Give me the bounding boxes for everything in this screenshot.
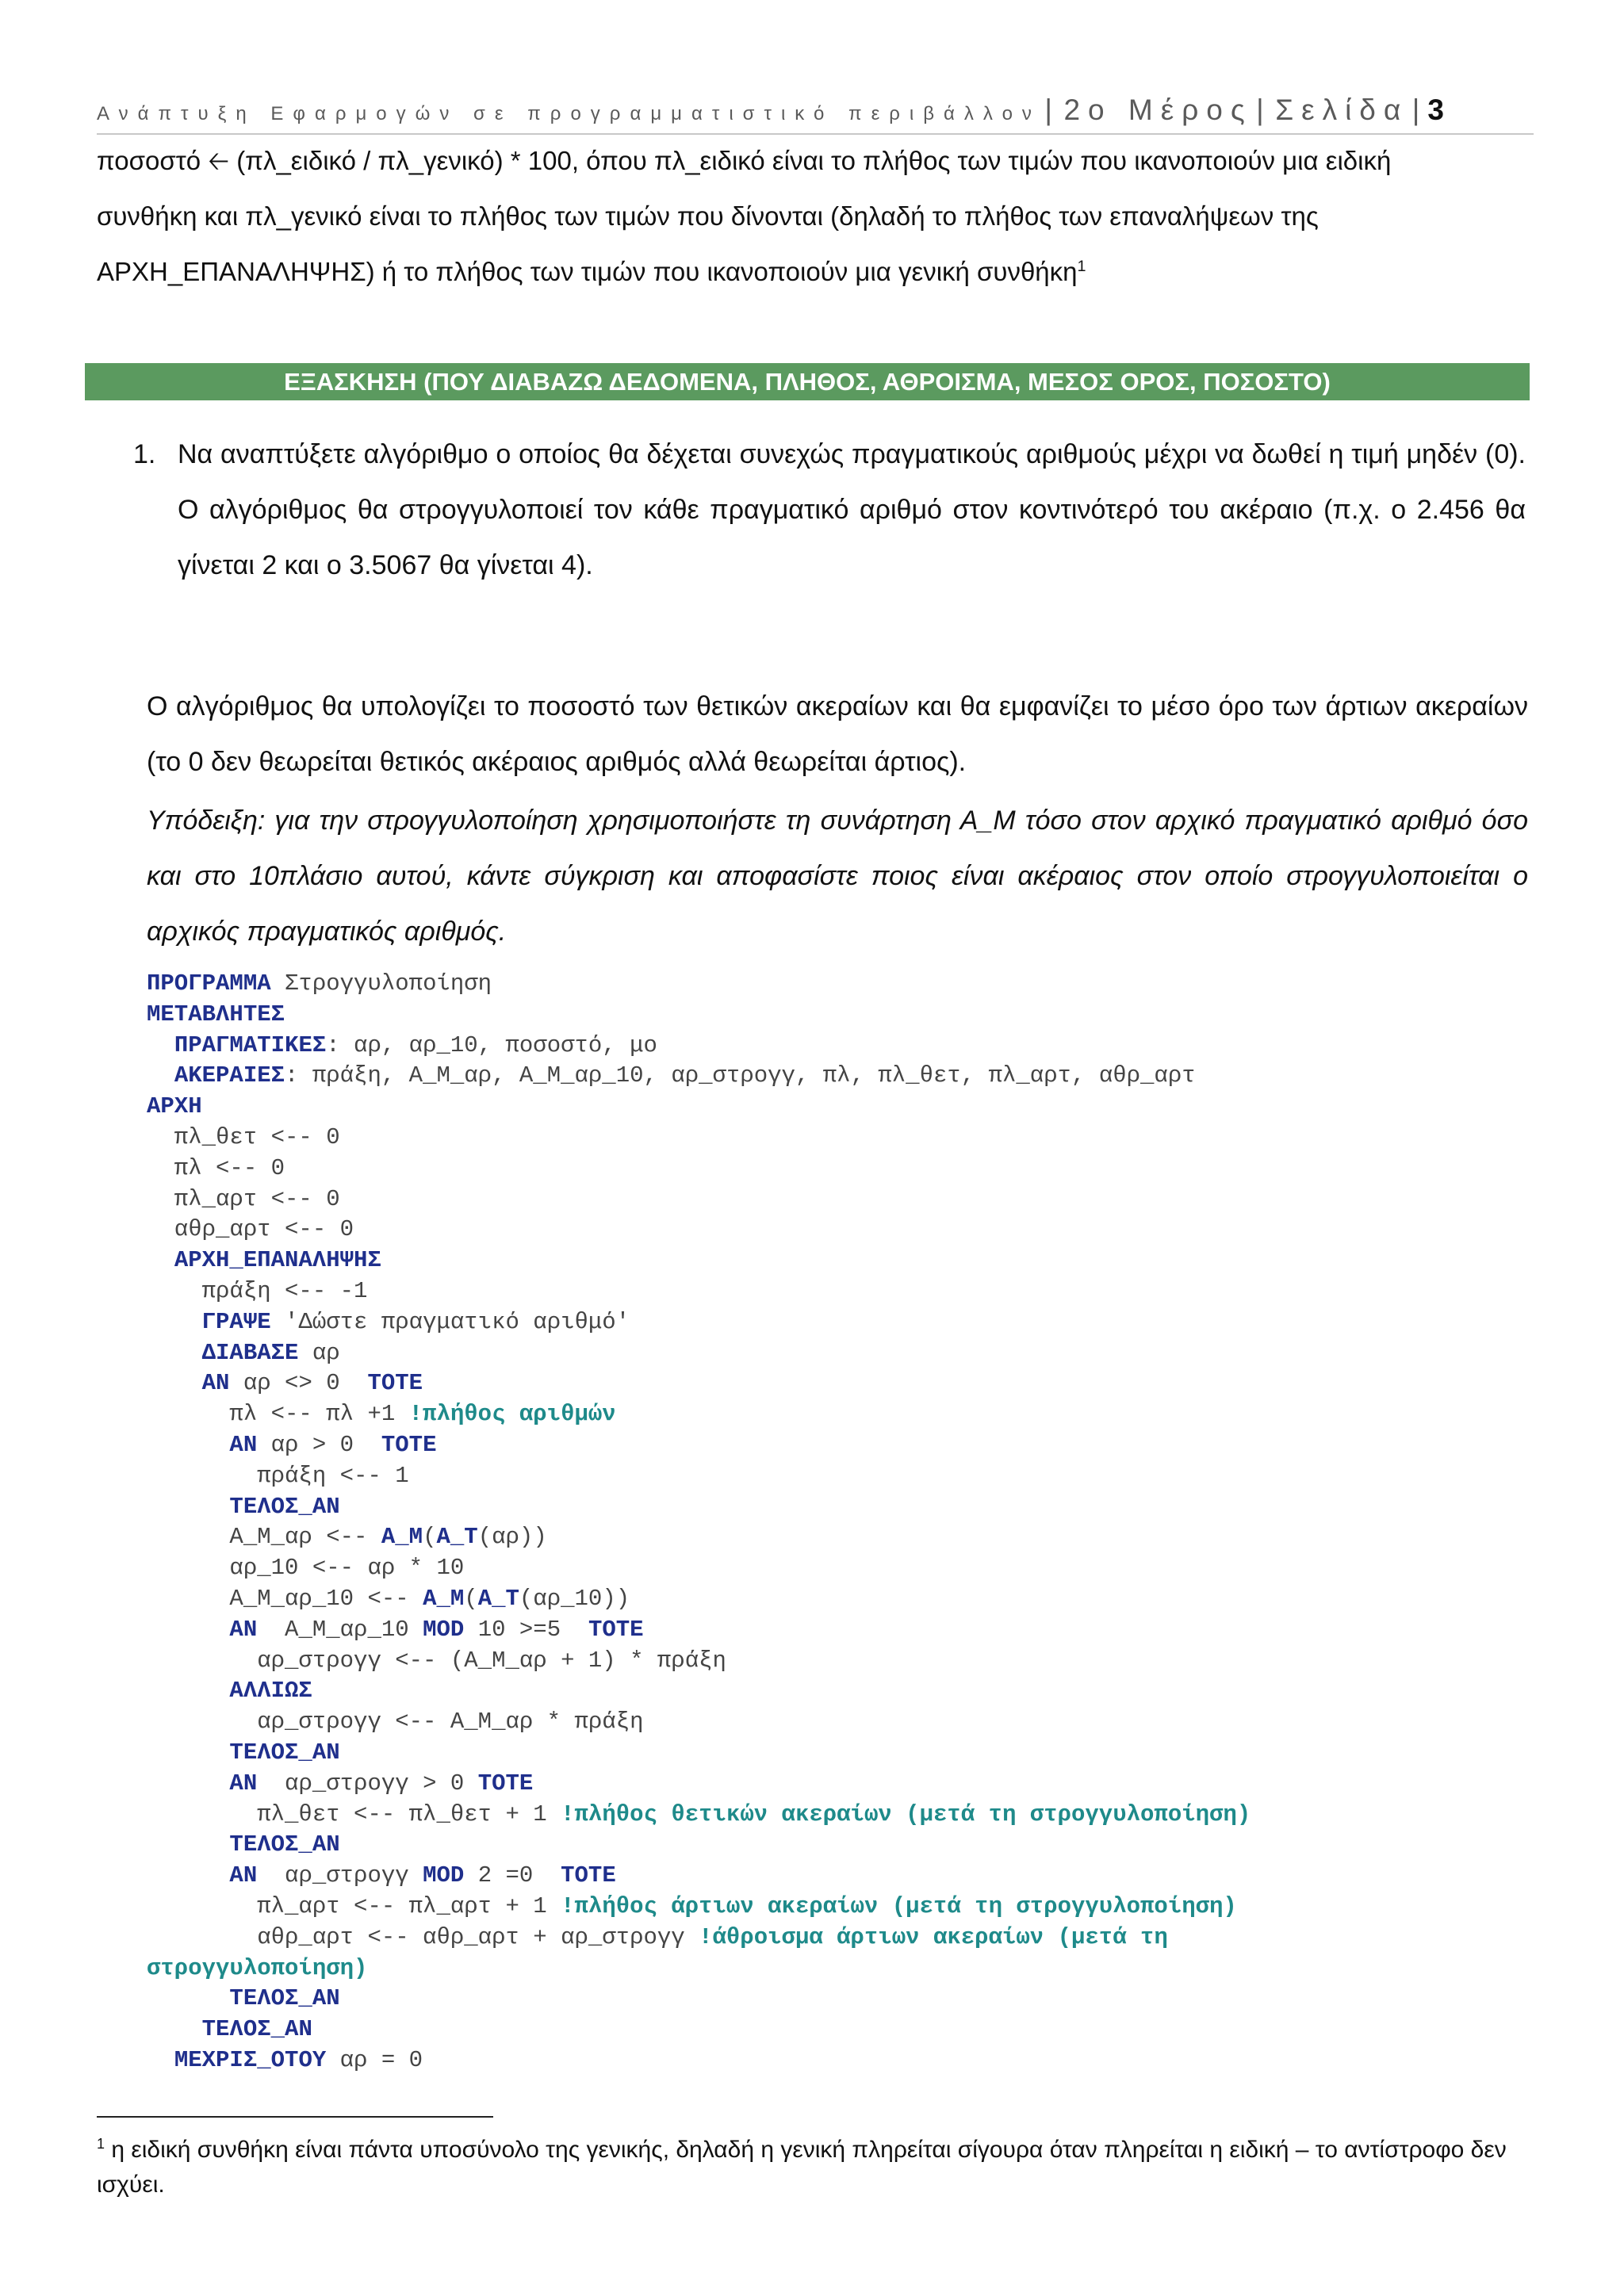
code-text: αθρ_αρτ <-- αθρ_αρτ + αρ_στρογγ bbox=[147, 1923, 699, 1950]
code-keyword: ΑΡΧΗ bbox=[147, 1093, 202, 1120]
code-line bbox=[147, 1923, 1542, 1954]
intro-line: συνθήκη και πλ_γενικό είναι το πλήθος των τιμών που δίνονται (δηλαδή το πλήθος των επαναλήψεων της bbox=[97, 201, 1319, 231]
code-keyword: ΑΝ bbox=[229, 1431, 258, 1458]
code-line bbox=[147, 1522, 1542, 1553]
code-line bbox=[147, 1892, 1542, 1923]
code-line bbox=[147, 1800, 1542, 1831]
code-text bbox=[147, 1062, 174, 1089]
code-line bbox=[147, 1492, 1542, 1523]
code-text: Α_Μ_αρ_10 bbox=[257, 1616, 423, 1643]
intro-line: ποσοστό 🡠 (πλ_ειδικό / πλ_γενικό) * 100, όπου πλ_ειδικό είναι το πλήθος των τιμών που ικανοποιούν μια ειδική bbox=[97, 146, 1392, 175]
footnote-number: 1 bbox=[97, 2136, 105, 2152]
code-text bbox=[147, 1862, 229, 1888]
code-keyword: MOD bbox=[423, 1616, 465, 1643]
code-text: 2 =0 bbox=[464, 1862, 561, 1889]
code-keyword: ΤΕΛΟΣ_ΑΝ bbox=[201, 2016, 312, 2043]
exercise-number: 1. bbox=[133, 439, 156, 469]
code-text: Στρογγυλοποίηση bbox=[270, 970, 492, 997]
header-separator: | bbox=[1044, 94, 1060, 126]
code-text: 10 >=5 bbox=[464, 1616, 588, 1643]
code-keyword: ΤΟΤΕ bbox=[477, 1770, 534, 1797]
code-line bbox=[147, 1676, 1542, 1707]
code-text: αρ_στρογγ > 0 bbox=[257, 1770, 478, 1797]
code-text: 'Δώστε πραγματικό αριθμό' bbox=[270, 1308, 630, 1335]
code-line bbox=[147, 1000, 1542, 1031]
footnote-divider bbox=[97, 2116, 493, 2118]
code-keyword: ΓΡΑΨΕ bbox=[201, 1308, 271, 1335]
code-text: αρ_στρογγ <-- Α_Μ_αρ * πράξη bbox=[147, 1709, 644, 1735]
code-line bbox=[147, 1861, 1542, 1892]
code-comment: !πλήθος άρτιων ακεραίων (μετά τη στρογγυλοποίηση) bbox=[561, 1892, 1237, 1919]
code-text bbox=[147, 1247, 174, 1273]
code-keyword: ΑΝ bbox=[229, 1862, 258, 1889]
code-keyword: ΤΕΛΟΣ_ΑΝ bbox=[229, 1493, 340, 1520]
code-line bbox=[147, 1615, 1542, 1646]
code-line bbox=[147, 969, 1542, 1000]
code-text bbox=[147, 1770, 229, 1797]
exercise-text: Να αναπτύξετε αλγόριθμο ο οποίος θα δέχεται συνεχώς πραγματικούς αριθμούς μέχρι να δωθεί η τιμή μηδέν (0). Ο αλγόριθμος θα στρογγυλοποιεί τον κάθε πραγματικό αριθμό στον κοντινότερό του ακέραιο (π.χ. ο 2.456 θα γίνεται 2 και ο 3.5067 θα γίνεται 4). bbox=[178, 439, 1526, 580]
code-text: αρ <> 0 bbox=[229, 1370, 368, 1397]
code-text: αρ_στρογγ bbox=[257, 1862, 423, 1889]
code-text: αρ = 0 bbox=[326, 2046, 423, 2073]
section-banner: ΕΞΑΣΚΗΣΗ (ΠΟΥ ΔΙΑΒΑΖΩ ΔΕΔΟΜΕΝΑ, ΠΛΗΘΟΣ, ΑΘΡΟΙΣΜΑ, ΜΕΣΟΣ ΟΡΟΣ, ΠΟΣΟΣΤΟ) bbox=[85, 363, 1530, 400]
code-line bbox=[147, 1092, 1542, 1123]
code-keyword: ΑΝ bbox=[201, 1370, 230, 1397]
code-text: Α_Μ_αρ_10 <-- bbox=[147, 1585, 423, 1612]
code-text: πλ <-- 0 bbox=[147, 1154, 285, 1181]
exercise-item bbox=[133, 427, 1526, 593]
code-keyword: ΑΝ bbox=[229, 1616, 258, 1643]
code-text: πλ_αρτ <-- 0 bbox=[147, 1185, 340, 1212]
code-keyword: ΤΟΤΕ bbox=[588, 1616, 644, 1643]
code-line bbox=[147, 1399, 1542, 1430]
code-keyword: ΠΡΟΓΡΑΜΜΑ bbox=[147, 970, 271, 997]
code-keyword: ΤΟΤΕ bbox=[367, 1370, 423, 1397]
code-comment: !άθροισμα άρτιων ακεραίων (μετά τη bbox=[699, 1923, 1168, 1950]
header-separator: | bbox=[1256, 94, 1272, 126]
code-text: πλ_θετ <-- 0 bbox=[147, 1123, 340, 1150]
code-text: πλ_θετ <-- πλ_θετ + 1 bbox=[147, 1800, 561, 1827]
code-text: : αρ, αρ_10, ποσοστό, μο bbox=[326, 1031, 657, 1058]
code-text: αρ bbox=[298, 1339, 340, 1366]
code-text: ( bbox=[464, 1585, 478, 1612]
code-text bbox=[147, 1340, 202, 1366]
code-text bbox=[147, 1032, 174, 1058]
intro-line-text: ΑΡΧΗ_ΕΠΑΝΑΛΗΨΗΣ) ή το πλήθος των τιμών που ικανοποιούν μια γενική συνθήκη bbox=[97, 257, 1078, 286]
intro-paragraph bbox=[97, 133, 1524, 300]
code-line bbox=[147, 1215, 1542, 1246]
page-header bbox=[97, 94, 1534, 135]
code-line bbox=[147, 1461, 1542, 1492]
footnote-ref[interactable]: 1 bbox=[1077, 258, 1086, 275]
code-keyword: ΑΝ bbox=[229, 1770, 258, 1797]
code-keyword: ΑΚΕΡΑΙΕΣ bbox=[174, 1062, 285, 1089]
code-text: (αρ)) bbox=[477, 1524, 547, 1551]
code-line bbox=[147, 1646, 1542, 1677]
running-title: Ανάπτυξη Εφαρμογών σε προγραμματιστικό περιβάλλον bbox=[97, 103, 1041, 124]
code-keyword: ΤΟΤΕ bbox=[381, 1431, 437, 1458]
code-line bbox=[147, 2015, 1542, 2045]
code-comment: !πλήθος αριθμών bbox=[408, 1401, 616, 1428]
page-label: Σελίδα bbox=[1275, 94, 1409, 126]
code-keyword: ΔΙΑΒΑΣΕ bbox=[201, 1339, 299, 1366]
code-keyword: ΑΡΧΗ_ΕΠΑΝΑΛΗΨΗΣ bbox=[174, 1247, 381, 1274]
code-keyword: ΤΟΤΕ bbox=[561, 1862, 616, 1889]
code-comment: !πλήθος θετικών ακεραίων (μετά τη στρογγυλοποίηση) bbox=[561, 1800, 1251, 1827]
code-comment: στρογγυλοποίηση) bbox=[147, 1954, 368, 1981]
code-line bbox=[147, 1338, 1542, 1369]
exercise-paragraph: Ο αλγόριθμος θα υπολογίζει το ποσοστό των θετικών ακεραίων και θα εμφανίζει το μέσο όρο των άρτιων ακεραίων (το 0 δεν θεωρείται θετικός ακέραιος αριθμός αλλά θεωρείται άρτιος). bbox=[147, 691, 1528, 777]
code-line bbox=[147, 1184, 1542, 1215]
footnote-text: η ειδική συνθήκη είναι πάντα υποσύνολο της γενικής, δηλαδή η γενική πληρείται σίγουρα όταν πληρείται η ειδική – το αντίστροφο δεν ισχύει. bbox=[97, 2137, 1507, 2198]
code-line bbox=[147, 1307, 1542, 1338]
intro-line bbox=[97, 244, 1524, 300]
code-keyword: ΤΕΛΟΣ_ΑΝ bbox=[229, 1985, 340, 2012]
code-text: αρ > 0 bbox=[257, 1431, 381, 1458]
code-keyword: ΤΕΛΟΣ_ΑΝ bbox=[229, 1831, 340, 1858]
code-text bbox=[147, 2047, 174, 2073]
code-text: : πράξη, Α_Μ_αρ, Α_Μ_αρ_10, αρ_στρογγ, πλ, πλ_θετ, πλ_αρτ, αθρ_αρτ bbox=[285, 1062, 1196, 1089]
code-line bbox=[147, 1430, 1542, 1461]
code-text bbox=[147, 2016, 202, 2042]
code-text: ( bbox=[423, 1524, 437, 1551]
footnote bbox=[97, 2133, 1524, 2202]
code-keyword: Α_Μ bbox=[381, 1524, 423, 1551]
code-text: αθρ_αρτ <-- 0 bbox=[147, 1216, 354, 1243]
hint-paragraph: Υπόδειξη: για την στρογγυλοποίηση χρησιμοποιήστε τη συνάρτηση Α_Μ τόσο στον αρχικό πραγματικό αριθμό όσο και στο 10πλάσιο αυτού, κάντε σύγκριση και αποφασίστε ποιος είναι ακέραιος στον οποίο στρογγυλοποιείται ο αρχικός πραγματικός αριθμός. bbox=[147, 806, 1528, 947]
code-keyword: ΑΛΛΙΩΣ bbox=[229, 1678, 312, 1705]
code-text: πράξη <-- -1 bbox=[147, 1277, 368, 1304]
part-label: 2ο Μέρος bbox=[1063, 94, 1253, 126]
code-text bbox=[147, 1494, 229, 1520]
code-text bbox=[147, 1617, 229, 1643]
code-text bbox=[147, 1739, 229, 1766]
code-line bbox=[147, 1553, 1542, 1584]
code-line bbox=[147, 1984, 1542, 2015]
code-keyword: ΠΡΑΓΜΑΤΙΚΕΣ bbox=[174, 1031, 327, 1058]
code-keyword: Α_Τ bbox=[477, 1585, 519, 1612]
code-text: αρ_στρογγ <-- (Α_Μ_αρ + 1) * πράξη bbox=[147, 1647, 726, 1674]
code-text: Α_Μ_αρ <-- bbox=[147, 1524, 381, 1551]
code-keyword: ΤΕΛΟΣ_ΑΝ bbox=[229, 1739, 340, 1766]
code-text: πράξη <-- 1 bbox=[147, 1462, 409, 1489]
code-line bbox=[147, 1154, 1542, 1184]
code-line bbox=[147, 1061, 1542, 1092]
code-line bbox=[147, 1738, 1542, 1769]
code-text bbox=[147, 1985, 229, 2011]
code-line bbox=[147, 1954, 1542, 1984]
code-text: (αρ_10)) bbox=[519, 1585, 630, 1612]
code-line bbox=[147, 1031, 1542, 1062]
code-keyword: MOD bbox=[423, 1862, 465, 1889]
code-block bbox=[147, 969, 1542, 2076]
code-text bbox=[147, 1432, 229, 1458]
page-number: 3 bbox=[1427, 94, 1444, 126]
code-keyword: Α_Τ bbox=[436, 1524, 478, 1551]
code-text bbox=[147, 1678, 229, 1704]
header-separator: | bbox=[1411, 94, 1428, 126]
code-text: αρ_10 <-- αρ * 10 bbox=[147, 1555, 465, 1582]
code-line bbox=[147, 1584, 1542, 1615]
code-line bbox=[147, 1276, 1542, 1307]
code-line bbox=[147, 2045, 1542, 2076]
code-line bbox=[147, 1246, 1542, 1276]
code-keyword: Α_Μ bbox=[423, 1585, 465, 1612]
code-text bbox=[147, 1309, 202, 1335]
code-line bbox=[147, 1769, 1542, 1800]
code-line bbox=[147, 1123, 1542, 1154]
code-line bbox=[147, 1707, 1542, 1738]
code-line bbox=[147, 1830, 1542, 1861]
code-text: πλ <-- πλ +1 bbox=[147, 1401, 409, 1428]
code-text bbox=[147, 1831, 229, 1858]
code-keyword: ΜΕΤΑΒΛΗΤΕΣ bbox=[147, 1001, 285, 1027]
code-text: πλ_αρτ <-- πλ_αρτ + 1 bbox=[147, 1892, 561, 1919]
code-keyword: ΜΕΧΡΙΣ_ΟΤΟΥ bbox=[174, 2046, 327, 2073]
code-line bbox=[147, 1368, 1542, 1399]
code-text bbox=[147, 1370, 202, 1396]
